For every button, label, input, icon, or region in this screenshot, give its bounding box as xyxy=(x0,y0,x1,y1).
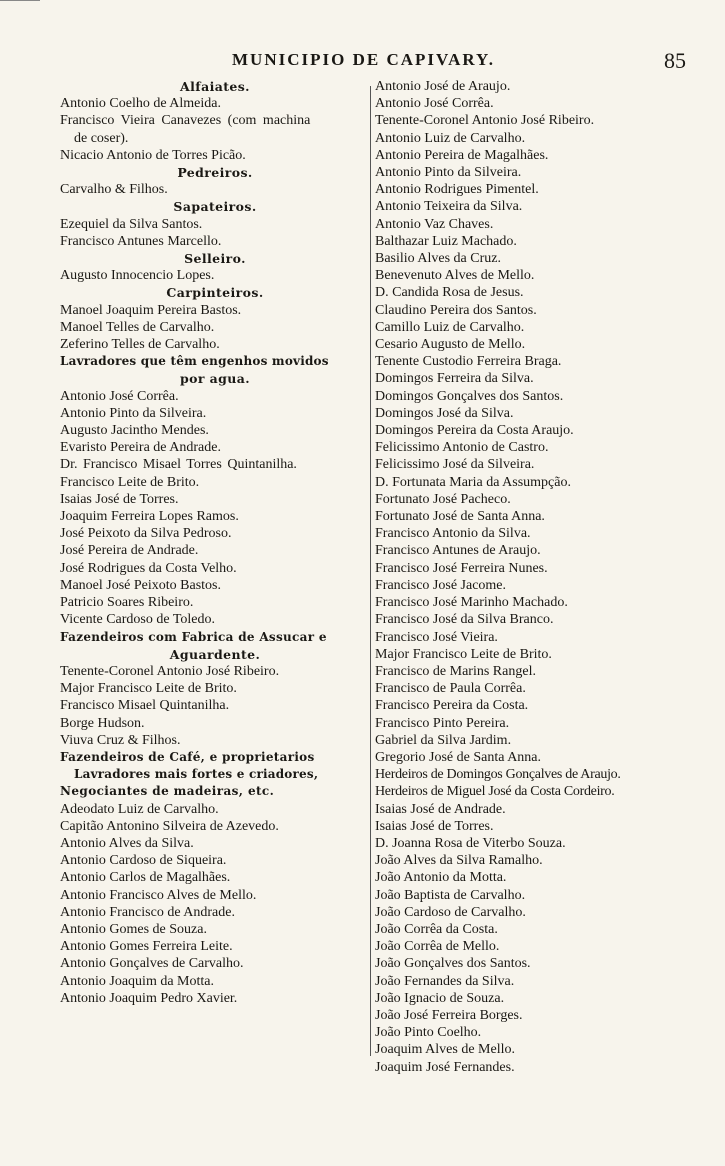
list-item: Felicissimo José da Silveira. xyxy=(375,457,535,473)
list-item: Francisco Pereira da Costa. xyxy=(375,698,529,714)
list-item: Antonio José de Araujo. xyxy=(375,79,511,94)
list-item: Domingos Pereira da Costa Araujo. xyxy=(375,423,574,439)
list-item: Manoel Joaquim Pereira Bastos. xyxy=(60,302,242,318)
list-item: Antonio Gomes de Souza. xyxy=(60,921,207,937)
list-item: Gregorio José de Santa Anna. xyxy=(375,749,542,765)
list-item: Augusto Innocencio Lopes. xyxy=(60,268,215,284)
section-heading-fazendeiros-cafe: Fazendeiros de Café, e proprietarios xyxy=(60,749,315,764)
list-item: Major Francisco Leite de Brito. xyxy=(375,646,552,662)
list-item: Viuva Cruz & Filhos. xyxy=(60,732,181,748)
list-item: Antonio Pereira de Magalhães. xyxy=(375,147,549,163)
list-item: José Peixoto da Silva Pedroso. xyxy=(60,526,232,542)
list-item: D. Joanna Rosa de Viterbo Souza. xyxy=(375,835,566,851)
list-item: Francisco Pinto Pereira. xyxy=(375,715,510,731)
list-item: Claudino Pereira dos Santos. xyxy=(375,302,537,318)
margin-mark xyxy=(0,0,40,11)
right-column xyxy=(375,78,680,1076)
list-item: Domingos Ferreira da Silva. xyxy=(375,371,534,387)
list-item: Francisco José Jacome. xyxy=(375,577,507,593)
list-item: Francisco Antunes Marcello. xyxy=(60,233,222,249)
list-item: Antonio José Corrêa. xyxy=(375,96,494,112)
list-item: Felicissimo Antonio de Castro. xyxy=(375,440,549,456)
list-item: Augusto Jacintho Mendes. xyxy=(60,423,209,439)
list-item: João Ignacio de Souza. xyxy=(375,990,505,1006)
page-number: 85 xyxy=(664,48,686,73)
list-item: D. Fortunata Maria da Assumpção. xyxy=(375,474,571,490)
list-item: João Antonio da Motta. xyxy=(375,870,507,886)
list-item: Francisco de Marins Rangel. xyxy=(375,663,536,679)
list-item: Major Francisco Leite de Brito. xyxy=(60,681,237,697)
list-item: D. Candida Rosa de Jesus. xyxy=(375,285,524,301)
list-item: Antonio Gomes Ferreira Leite. xyxy=(60,939,233,955)
list-item: Isaias José de Torres. xyxy=(60,491,179,507)
list-item: Antonio Joaquim da Motta. xyxy=(60,973,214,989)
list-item: Capitão Antonino Silveira de Azevedo. xyxy=(60,818,279,834)
list-item: Tenente-Coronel Antonio José Ribeiro. xyxy=(60,663,280,679)
list-item: Antonio Cardoso de Siqueira. xyxy=(60,853,227,869)
list-item: Domingos José da Silva. xyxy=(375,405,514,421)
list-item: João Fernandes da Silva. xyxy=(375,973,515,989)
list-item: Antonio Alves da Silva. xyxy=(60,835,194,851)
list-item: Francisco José da Silva Branco. xyxy=(375,612,554,628)
section-heading-fazendeiros-cafe-cont2: Negociantes de madeiras, etc. xyxy=(60,784,275,799)
section-heading-sapateiros: Sapateiros. xyxy=(173,199,257,215)
section-heading-lavradores-cont: por agua. xyxy=(180,371,250,387)
list-item: João Cardoso de Carvalho. xyxy=(375,904,526,920)
list-item: Herdeiros de Domingos Gonçalves de Araujo. xyxy=(375,767,621,783)
list-item: Francisco José Vieira. xyxy=(375,629,498,645)
list-item: Tenente Custodio Ferreira Braga. xyxy=(375,354,562,370)
section-heading-selleiro: Selleiro. xyxy=(184,251,246,267)
section-heading-lavradores: Lavradores que têm engenhos movidos xyxy=(60,354,329,369)
list-item: Antonio Rodrigues Pimentel. xyxy=(375,182,539,198)
list-item: João Alves da Silva Ramalho. xyxy=(375,853,543,869)
list-item: Antonio Coelho de Almeida. xyxy=(60,96,221,112)
section-heading-pedreiros: Pedreiros. xyxy=(177,165,253,181)
list-item: Antonio Teixeira da Silva. xyxy=(375,199,523,215)
list-item: Benevenuto Alves de Mello. xyxy=(375,268,535,284)
list-item: Francisco José Ferreira Nunes. xyxy=(375,560,548,576)
list-item: Joaquim José Fernandes. xyxy=(375,1059,515,1075)
list-item: Evaristo Pereira de Andrade. xyxy=(60,440,221,456)
list-item: Francisco de Paula Corrêa. xyxy=(375,681,526,697)
list-item: Adeodato Luiz de Carvalho. xyxy=(60,801,219,817)
page-header xyxy=(0,50,725,74)
list-item: Nicacio Antonio de Torres Picão. xyxy=(60,147,246,163)
list-item: Manoel Telles de Carvalho. xyxy=(60,319,215,335)
list-item: Antonio Pinto da Silveira. xyxy=(375,165,522,181)
list-item: Domingos Gonçalves dos Santos. xyxy=(375,388,564,404)
list-item: Vicente Cardoso de Toledo. xyxy=(60,612,215,628)
list-item: João Gonçalves dos Santos. xyxy=(375,956,531,972)
list-item: Antonio Luiz de Carvalho. xyxy=(375,130,526,146)
list-item: Patricio Soares Ribeiro. xyxy=(60,595,194,611)
list-item: Herdeiros de Miguel José da Costa Cordeiro. xyxy=(375,784,615,800)
list-item: Isaias José de Torres. xyxy=(375,818,494,834)
list-item: Francisco Leite de Brito. xyxy=(60,474,200,490)
list-item: Gabriel da Silva Jardim. xyxy=(375,732,512,748)
list-item: Francisco Antonio da Silva. xyxy=(375,526,531,542)
list-item: Joaquim Alves de Mello. xyxy=(375,1042,515,1058)
list-item: João Baptista de Carvalho. xyxy=(375,887,526,903)
list-item: Francisco Antunes de Araujo. xyxy=(375,543,541,559)
list-item: Isaias José de Andrade. xyxy=(375,801,506,817)
list-item: Fortunato José Pacheco. xyxy=(375,491,511,507)
section-heading-fazendeiros-cafe-cont: Lavradores mais fortes e criadores, xyxy=(74,767,319,782)
list-item: Antonio Francisco de Andrade. xyxy=(60,904,235,920)
list-item: Francisco José Marinho Machado. xyxy=(375,595,568,611)
list-item: João Corrêa de Mello. xyxy=(375,939,500,955)
page-title: MUNICIPIO DE CAPIVARY. xyxy=(232,50,496,69)
list-item: Balthazar Luiz Machado. xyxy=(375,233,517,249)
list-item: Antonio Vaz Chaves. xyxy=(375,216,494,232)
list-item: Camillo Luiz de Carvalho. xyxy=(375,319,525,335)
list-item: Carvalho & Filhos. xyxy=(60,182,168,198)
list-item: Antonio José Corrêa. xyxy=(60,388,179,404)
list-item: Zeferino Telles de Carvalho. xyxy=(60,337,220,353)
list-item: João Corrêa da Costa. xyxy=(375,921,498,937)
list-item: Cesario Augusto de Mello. xyxy=(375,337,526,353)
list-item: Borge Hudson. xyxy=(60,715,145,731)
list-item: Basilio Alves da Cruz. xyxy=(375,251,501,267)
section-heading-carpinteiros: Carpinteiros. xyxy=(166,285,264,301)
section-heading-alfaiates: Alfaiates. xyxy=(180,79,250,94)
list-item: Antonio Pinto da Silveira. xyxy=(60,405,207,421)
section-heading-fazendeiros-assucar-cont: Aguardente. xyxy=(169,646,261,662)
list-item: de coser). xyxy=(74,130,129,146)
list-item: Dr. Francisco Misael Torres Quintanilha. xyxy=(60,457,297,473)
list-item: Antonio Joaquim Pedro Xavier. xyxy=(60,990,238,1006)
list-item: Antonio Francisco Alves de Mello. xyxy=(60,887,257,903)
list-item: Fortunato José de Santa Anna. xyxy=(375,509,545,525)
list-item: José Pereira de Andrade. xyxy=(60,543,199,559)
list-item: Manoel José Peixoto Bastos. xyxy=(60,577,221,593)
list-item: Tenente-Coronel Antonio José Ribeiro. xyxy=(375,113,595,129)
list-item: Antonio Gonçalves de Carvalho. xyxy=(60,956,244,972)
left-column xyxy=(60,78,370,1007)
list-item: Francisco Misael Quintanilha. xyxy=(60,698,230,714)
list-item: João Pinto Coelho. xyxy=(375,1025,482,1041)
column-divider xyxy=(370,86,371,1056)
list-item: João José Ferreira Borges. xyxy=(375,1007,523,1023)
list-item: Antonio Carlos de Magalhães. xyxy=(60,870,231,886)
section-heading-fazendeiros-assucar: Fazendeiros com Fabrica de Assucar e xyxy=(60,629,327,644)
list-item: Joaquim Ferreira Lopes Ramos. xyxy=(60,509,239,525)
list-item: Francisco Vieira Canavezes (com machina xyxy=(60,113,311,129)
list-item: José Rodrigues da Costa Velho. xyxy=(60,560,237,576)
list-item: Ezequiel da Silva Santos. xyxy=(60,216,203,232)
